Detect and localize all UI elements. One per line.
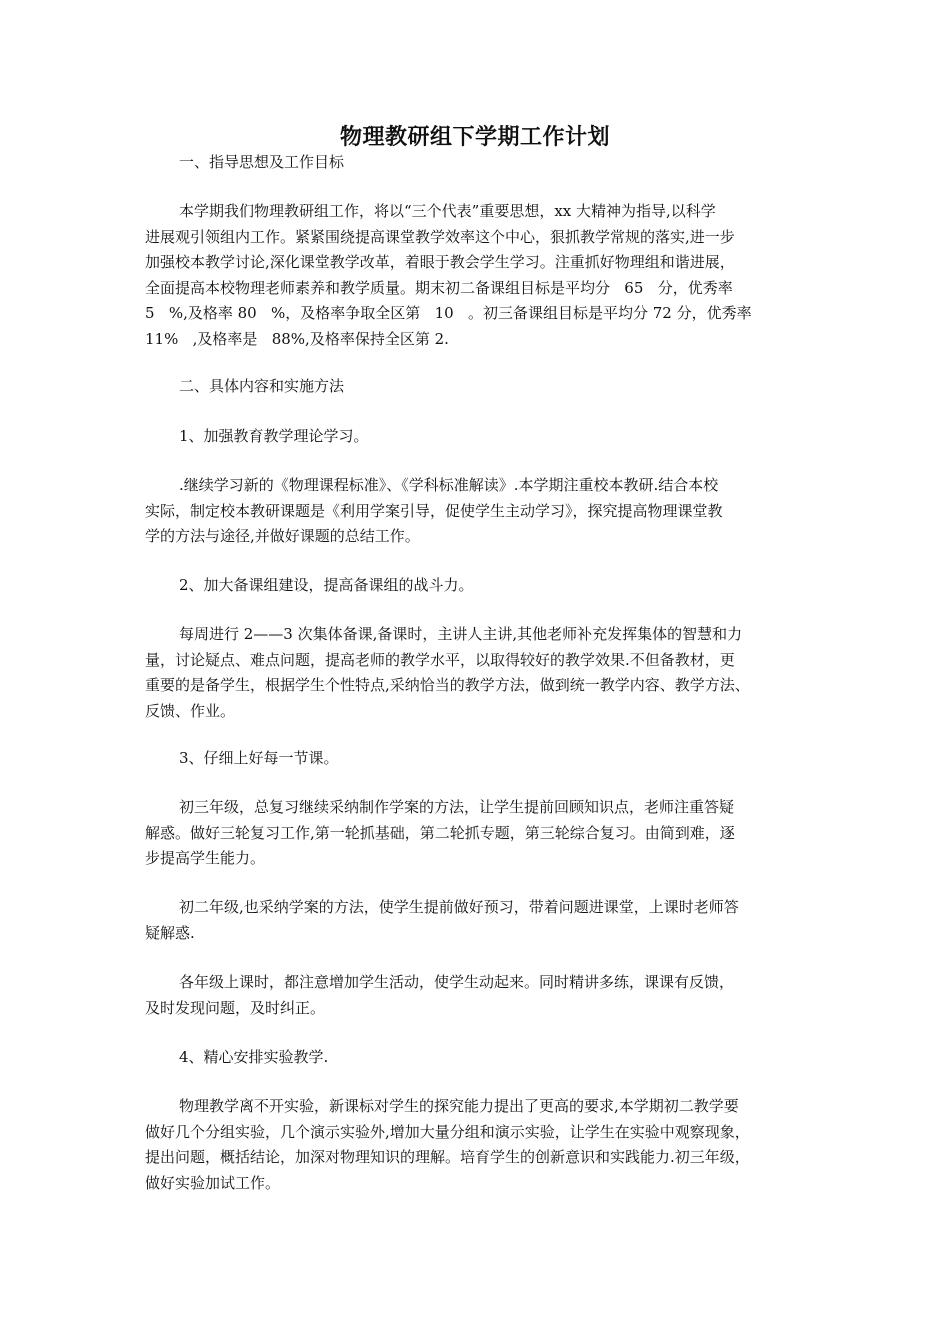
paragraph-line: 解惑。做好三轮复习工作,第一轮抓基础，第二轮抓专题，第三轮综合复习。由简到难，逐 — [145, 823, 735, 842]
item-heading-lesson-groups: 2、加大备课组建设，提高备课组的战斗力。 — [179, 576, 474, 594]
paragraph-line: 各年级上课时，都注意增加学生活动，使学生动起来。同时精讲多练，课课有反馈， — [179, 973, 735, 991]
paragraph-line: 初三年级，总复习继续采纳制作学案的方法，让学生提前回顾知识点，老师注重答疑 — [179, 798, 735, 816]
paragraph-line: 11% ,及格率是 88%,及格率保持全区第 2. — [145, 329, 449, 348]
paragraph-line: 重要的是备学生，根据学生个性特点,采纳恰当的教学方法，做到统一教学内容、教学方法、 — [145, 676, 750, 694]
paragraph-line: 每周进行 2——3 次集体备课,备课时，主讲人主讲,其他老师补充发挥集体的智慧和力 — [179, 625, 743, 643]
document-title: 物理教研组下学期工作计划 — [339, 124, 610, 150]
paragraph-line: 本学期我们物理教研组工作，将以“三个代表”重要思想，xx 大精神为指导,以科学 — [179, 202, 716, 220]
paragraph-line: 进展观引领组内工作。紧紧围绕提高课堂教学效率这个中心，狠抓教学常规的落实,进一步 — [145, 227, 735, 246]
paragraph-line: 疑解惑. — [145, 923, 195, 942]
paragraph-experiments — [145, 1094, 810, 1196]
paragraph-line: 做好实验加试工作。 — [145, 1173, 281, 1192]
paragraph-line: 5 %,及格率 80 %，及格率争取全区第 10 。初三备课组目标是平均分 72 分，优秀率 — [145, 304, 752, 322]
paragraph-line: 学的方法与途径,并做好课题的总结工作。 — [145, 527, 420, 545]
paragraph-line: 全面提高本校物理老师素养和教学质量。期末初二备课组目标是平均分 65 分，优秀率 — [145, 278, 733, 297]
item-heading-every-lesson: 3、仔细上好每一节课。 — [179, 749, 339, 767]
paragraph-line: 步提高学生能力。 — [145, 849, 266, 867]
paragraph-line: 物理教学离不开实验，新课标对学生的探究能力提出了更高的要求,本学期初二教学要 — [179, 1097, 739, 1115]
paragraph-line: .继续学习新的《物理课程标准》、《学科标准解读》.本学期注重校本教研.结合本校 — [179, 476, 719, 494]
paragraph-goals — [145, 199, 810, 352]
paragraph-line: 做好几个分组实验，几个演示实验外,增加大量分组和演示实验，让学生在实验中观察现象， — [145, 1122, 750, 1141]
paragraph-line: 量，讨论疑点、难点问题，提高老师的教学水平，以取得较好的教学效果.不但备教材，更 — [145, 650, 735, 669]
paragraph-line: 实际，制定校本教研课题是《利用学案引导，促使学生主动学习》，探究提高物理课堂教 — [145, 501, 723, 520]
item-heading-theory-study: 1、加强教育教学理论学习。 — [179, 427, 369, 445]
paragraph-lesson-groups — [145, 622, 810, 724]
paragraph-all-grades — [145, 970, 810, 1021]
section-heading-content-methods: 二、具体内容和实施方法 — [179, 377, 345, 395]
paragraph-line: 及时发现问题，及时纠正。 — [145, 998, 326, 1017]
paragraph-line: 反馈、作业。 — [145, 701, 236, 720]
paragraph-line: 初二年级,也采纳学案的方法，使学生提前做好预习，带着问题进课堂，上课时老师答 — [179, 898, 739, 916]
section-heading-guiding-thought: 一、指导思想及工作目标 — [179, 153, 345, 171]
paragraph-line: 提出问题，概括结论，加深对物理知识的理解。培育学生的创新意识和实践能力.初三年级， — [145, 1148, 750, 1166]
paragraph-line: 加强校本教学讨论,深化课堂教学改革，着眼于教会学生学习。注重抓好物理组和谐进展， — [145, 253, 735, 271]
item-heading-experiments: 4、精心安排实验教学. — [179, 1048, 329, 1066]
paragraph-theory-study — [145, 473, 810, 550]
paragraph-grade-eight — [145, 895, 810, 946]
paragraph-grade-nine — [145, 795, 810, 872]
